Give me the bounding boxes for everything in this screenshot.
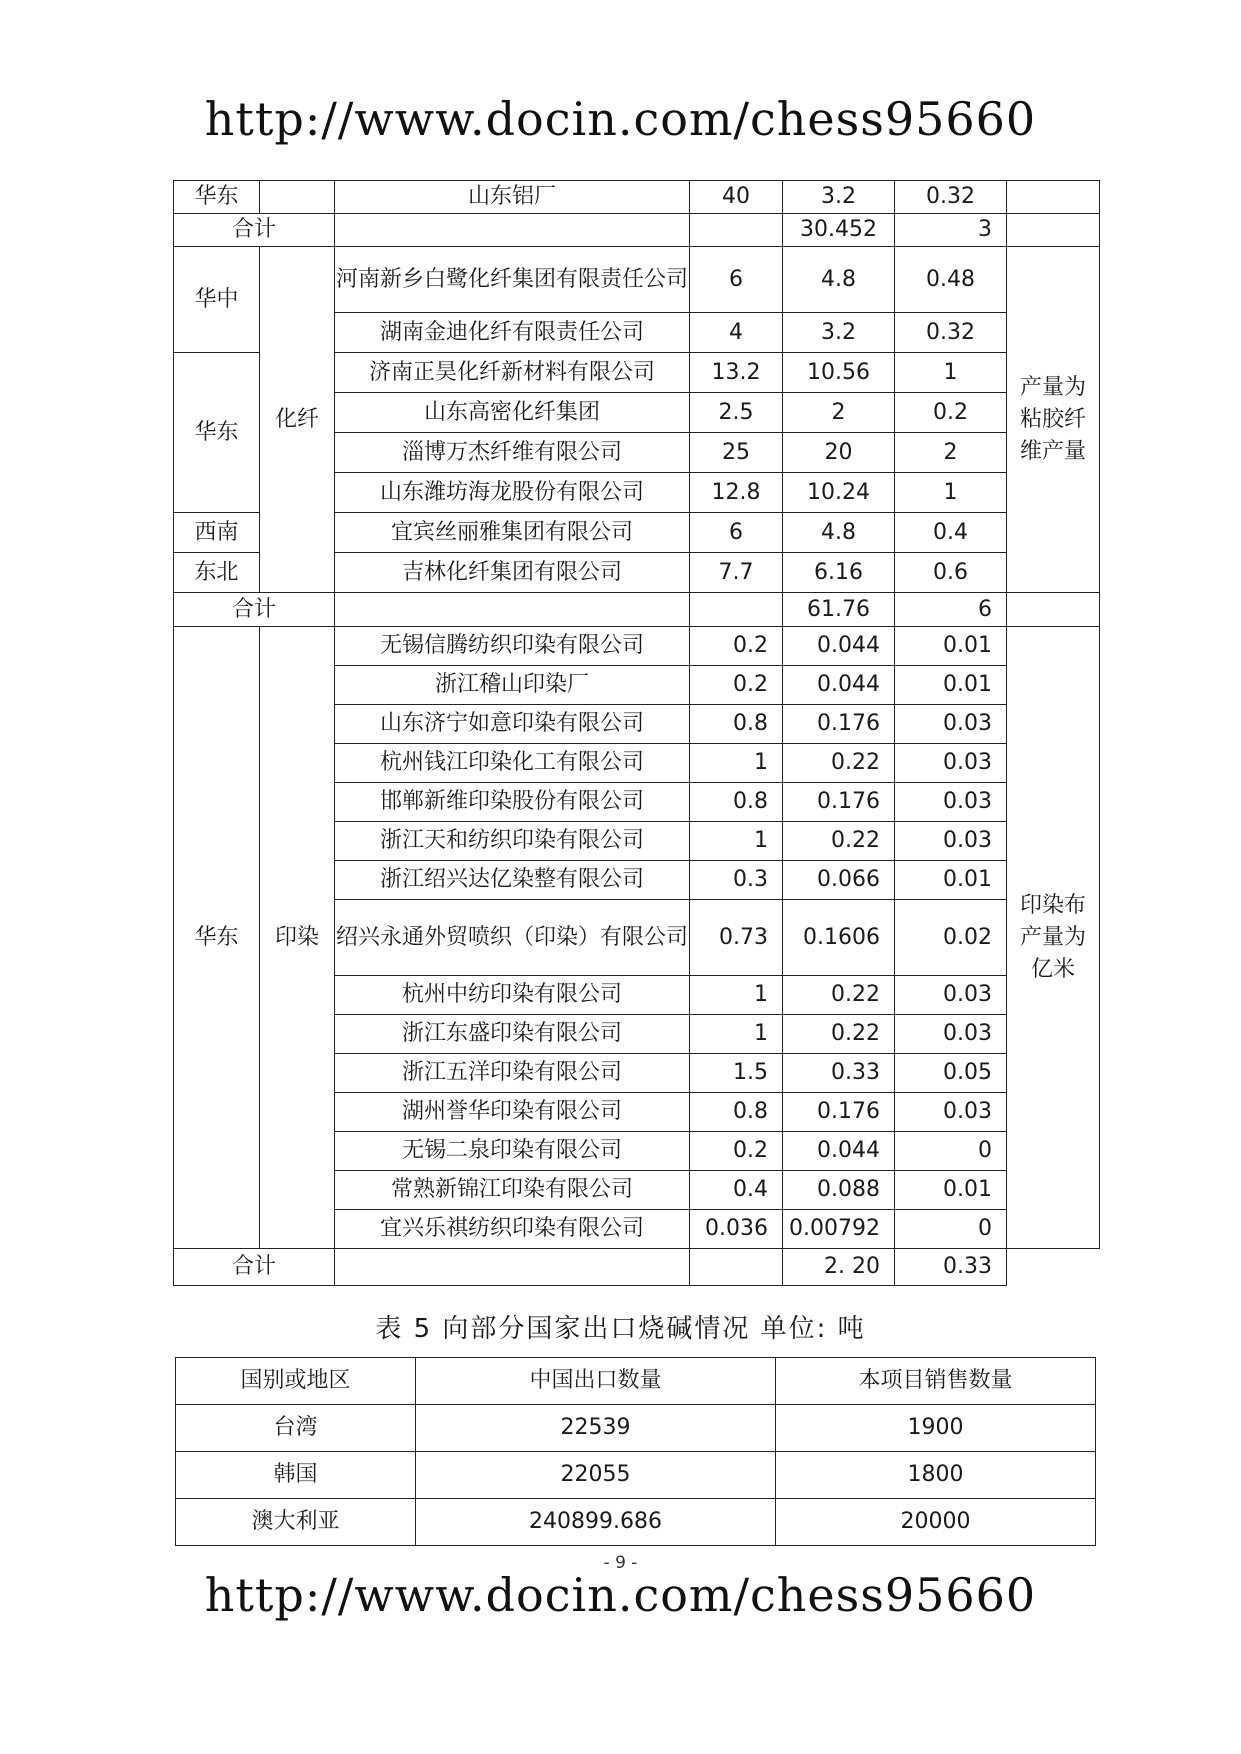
value-cell: 0.01 — [895, 627, 1007, 666]
value-cell: 0.22 — [783, 744, 895, 783]
company-cell: 湖南金迪化纤有限责任公司 — [335, 313, 690, 353]
caustic-soda-consumers-table — [173, 180, 1100, 1286]
value-cell: 22539 — [416, 1405, 776, 1452]
value-cell: 30.452 — [783, 214, 895, 247]
value-cell: 0.044 — [783, 627, 895, 666]
company-cell: 浙江稽山印染厂 — [335, 666, 690, 705]
value-cell: 0.05 — [895, 1054, 1007, 1093]
region-cell: 华东 — [174, 627, 260, 1249]
value-cell: 2 — [895, 433, 1007, 473]
value-cell: 0.01 — [895, 666, 1007, 705]
region-cell: 东北 — [174, 553, 260, 593]
value-cell: 0.2 — [895, 393, 1007, 433]
company-cell: 绍兴永通外贸喷织（印染）有限公司 — [335, 900, 690, 976]
value-cell: 6 — [895, 593, 1007, 627]
company-cell: 浙江五洋印染有限公司 — [335, 1054, 690, 1093]
page-number: - 9 - — [603, 1553, 638, 1573]
value-cell: 240899.686 — [416, 1499, 776, 1546]
value-cell: 0.176 — [783, 783, 895, 822]
company-cell: 杭州钱江印染化工有限公司 — [335, 744, 690, 783]
country-cell: 澳大利亚 — [176, 1499, 416, 1546]
company-cell: 吉林化纤集团有限公司 — [335, 553, 690, 593]
company-cell: 山东潍坊海龙股份有限公司 — [335, 473, 690, 513]
region-cell: 华中 — [174, 247, 260, 353]
value-cell: 7.7 — [690, 553, 783, 593]
company-cell: 杭州中纺印染有限公司 — [335, 976, 690, 1015]
value-cell: 0.8 — [690, 1093, 783, 1132]
value-cell: 2 — [783, 393, 895, 433]
value-cell: 0.48 — [895, 247, 1007, 313]
value-cell: 0.036 — [690, 1210, 783, 1249]
company-cell: 山东济宁如意印染有限公司 — [335, 705, 690, 744]
value-cell: 4 — [690, 313, 783, 353]
value-cell: 0.22 — [783, 1015, 895, 1054]
table5-title: 表 5 向部分国家出口烧碱情况 单位: 吨 — [375, 1314, 866, 1344]
value-cell: 3 — [895, 214, 1007, 247]
country-cell: 台湾 — [176, 1405, 416, 1452]
value-cell: 0.01 — [895, 1171, 1007, 1210]
value-cell: 3.2 — [783, 181, 895, 214]
value-cell: 0 — [895, 1210, 1007, 1249]
value-cell: 3.2 — [783, 313, 895, 353]
value-cell: 1 — [690, 744, 783, 783]
column-header: 本项目销售数量 — [776, 1358, 1096, 1405]
value-cell: 1900 — [776, 1405, 1096, 1452]
value-cell: 0.00792 — [783, 1210, 895, 1249]
footer-watermark-url: http://www.docin.com/chess95660 — [204, 1568, 1037, 1622]
value-cell: 0.088 — [783, 1171, 895, 1210]
value-cell: 1 — [690, 976, 783, 1015]
region-cell: 西南 — [174, 513, 260, 553]
value-cell: 0.044 — [783, 1132, 895, 1171]
value-cell: 1.5 — [690, 1054, 783, 1093]
value-cell: 0.03 — [895, 783, 1007, 822]
value-cell: 0.2 — [690, 627, 783, 666]
value-cell: 0.03 — [895, 1093, 1007, 1132]
company-cell: 邯郸新维印染股份有限公司 — [335, 783, 690, 822]
subtotal-label: 合计 — [174, 214, 335, 247]
value-cell: 40 — [690, 181, 783, 214]
company-cell: 河南新乡白鹭化纤集团有限责任公司 — [335, 247, 690, 313]
value-cell: 1 — [895, 473, 1007, 513]
value-cell: 0.8 — [690, 783, 783, 822]
value-cell: 0.02 — [895, 900, 1007, 976]
table-row — [176, 1452, 1096, 1499]
value-cell: 0.176 — [783, 705, 895, 744]
company-cell: 济南正昊化纤新材料有限公司 — [335, 353, 690, 393]
value-cell: 0.03 — [895, 1015, 1007, 1054]
value-cell: 1 — [690, 822, 783, 861]
subtotal-label: 合计 — [174, 1249, 335, 1286]
company-cell: 宜兴乐祺纺织印染有限公司 — [335, 1210, 690, 1249]
value-cell: 2.5 — [690, 393, 783, 433]
value-cell: 20000 — [776, 1499, 1096, 1546]
value-cell: 0.33 — [895, 1249, 1007, 1286]
value-cell: 0.8 — [690, 705, 783, 744]
value-cell: 0.22 — [783, 822, 895, 861]
company-cell: 常熟新锦江印染有限公司 — [335, 1171, 690, 1210]
header-watermark-url: http://www.docin.com/chess95660 — [204, 92, 1037, 146]
value-cell: 0.03 — [895, 976, 1007, 1015]
export-table — [175, 1357, 1096, 1546]
subtotal-label: 合计 — [174, 593, 335, 627]
value-cell: 0.03 — [895, 822, 1007, 861]
value-cell: 0.03 — [895, 705, 1007, 744]
value-cell: 0.044 — [783, 666, 895, 705]
value-cell: 0.22 — [783, 976, 895, 1015]
company-cell: 山东铝厂 — [335, 181, 690, 214]
region-cell: 华东 — [174, 353, 260, 513]
value-cell: 6 — [690, 247, 783, 313]
value-cell: 0.33 — [783, 1054, 895, 1093]
value-cell: 0.2 — [690, 666, 783, 705]
company-cell: 浙江绍兴达亿染整有限公司 — [335, 861, 690, 900]
subtotal-row — [174, 1249, 1100, 1286]
note-cell: 印染布产量为亿米 — [1007, 627, 1100, 1249]
value-cell: 12.8 — [690, 473, 783, 513]
value-cell: 4.8 — [783, 247, 895, 313]
company-cell: 山东高密化纤集团 — [335, 393, 690, 433]
value-cell: 0.4 — [895, 513, 1007, 553]
value-cell: 6 — [690, 513, 783, 553]
company-cell: 无锡信腾纺织印染有限公司 — [335, 627, 690, 666]
table-row — [174, 181, 1100, 214]
value-cell: 0.73 — [690, 900, 783, 976]
value-cell: 22055 — [416, 1452, 776, 1499]
company-cell: 宜宾丝丽雅集团有限公司 — [335, 513, 690, 553]
company-cell: 淄博万杰纤维有限公司 — [335, 433, 690, 473]
value-cell: 10.24 — [783, 473, 895, 513]
company-cell: 浙江东盛印染有限公司 — [335, 1015, 690, 1054]
value-cell: 61.76 — [783, 593, 895, 627]
value-cell: 1800 — [776, 1452, 1096, 1499]
value-cell: 0.6 — [895, 553, 1007, 593]
value-cell: 0.32 — [895, 181, 1007, 214]
table-row — [176, 1405, 1096, 1452]
value-cell: 2. 20 — [783, 1249, 895, 1286]
value-cell: 0.176 — [783, 1093, 895, 1132]
value-cell: 0.4 — [690, 1171, 783, 1210]
table-header-row — [176, 1358, 1096, 1405]
value-cell: 25 — [690, 433, 783, 473]
region-cell: 华东 — [174, 181, 260, 214]
industry-cell: 化纤 — [260, 247, 335, 593]
value-cell: 0.3 — [690, 861, 783, 900]
value-cell: 20 — [783, 433, 895, 473]
company-cell: 无锡二泉印染有限公司 — [335, 1132, 690, 1171]
column-header: 中国出口数量 — [416, 1358, 776, 1405]
value-cell: 0.03 — [895, 744, 1007, 783]
industry-cell: 印染 — [260, 627, 335, 1249]
country-cell: 韩国 — [176, 1452, 416, 1499]
company-cell: 浙江天和纺织印染有限公司 — [335, 822, 690, 861]
value-cell: 0.32 — [895, 313, 1007, 353]
value-cell: 10.56 — [783, 353, 895, 393]
value-cell: 13.2 — [690, 353, 783, 393]
value-cell: 6.16 — [783, 553, 895, 593]
value-cell: 0.01 — [895, 861, 1007, 900]
note-cell: 产量为粘胶纤维产量 — [1007, 247, 1100, 593]
value-cell: 4.8 — [783, 513, 895, 553]
value-cell: 1 — [895, 353, 1007, 393]
table-row — [174, 247, 1100, 313]
value-cell: 1 — [690, 1015, 783, 1054]
subtotal-row — [174, 214, 1100, 247]
value-cell: 0.1606 — [783, 900, 895, 976]
company-cell: 湖州誉华印染有限公司 — [335, 1093, 690, 1132]
value-cell: 0.2 — [690, 1132, 783, 1171]
value-cell: 0 — [895, 1132, 1007, 1171]
column-header: 国别或地区 — [176, 1358, 416, 1405]
value-cell: 0.066 — [783, 861, 895, 900]
table-row — [176, 1499, 1096, 1546]
subtotal-row — [174, 593, 1100, 627]
table-row — [174, 627, 1100, 666]
